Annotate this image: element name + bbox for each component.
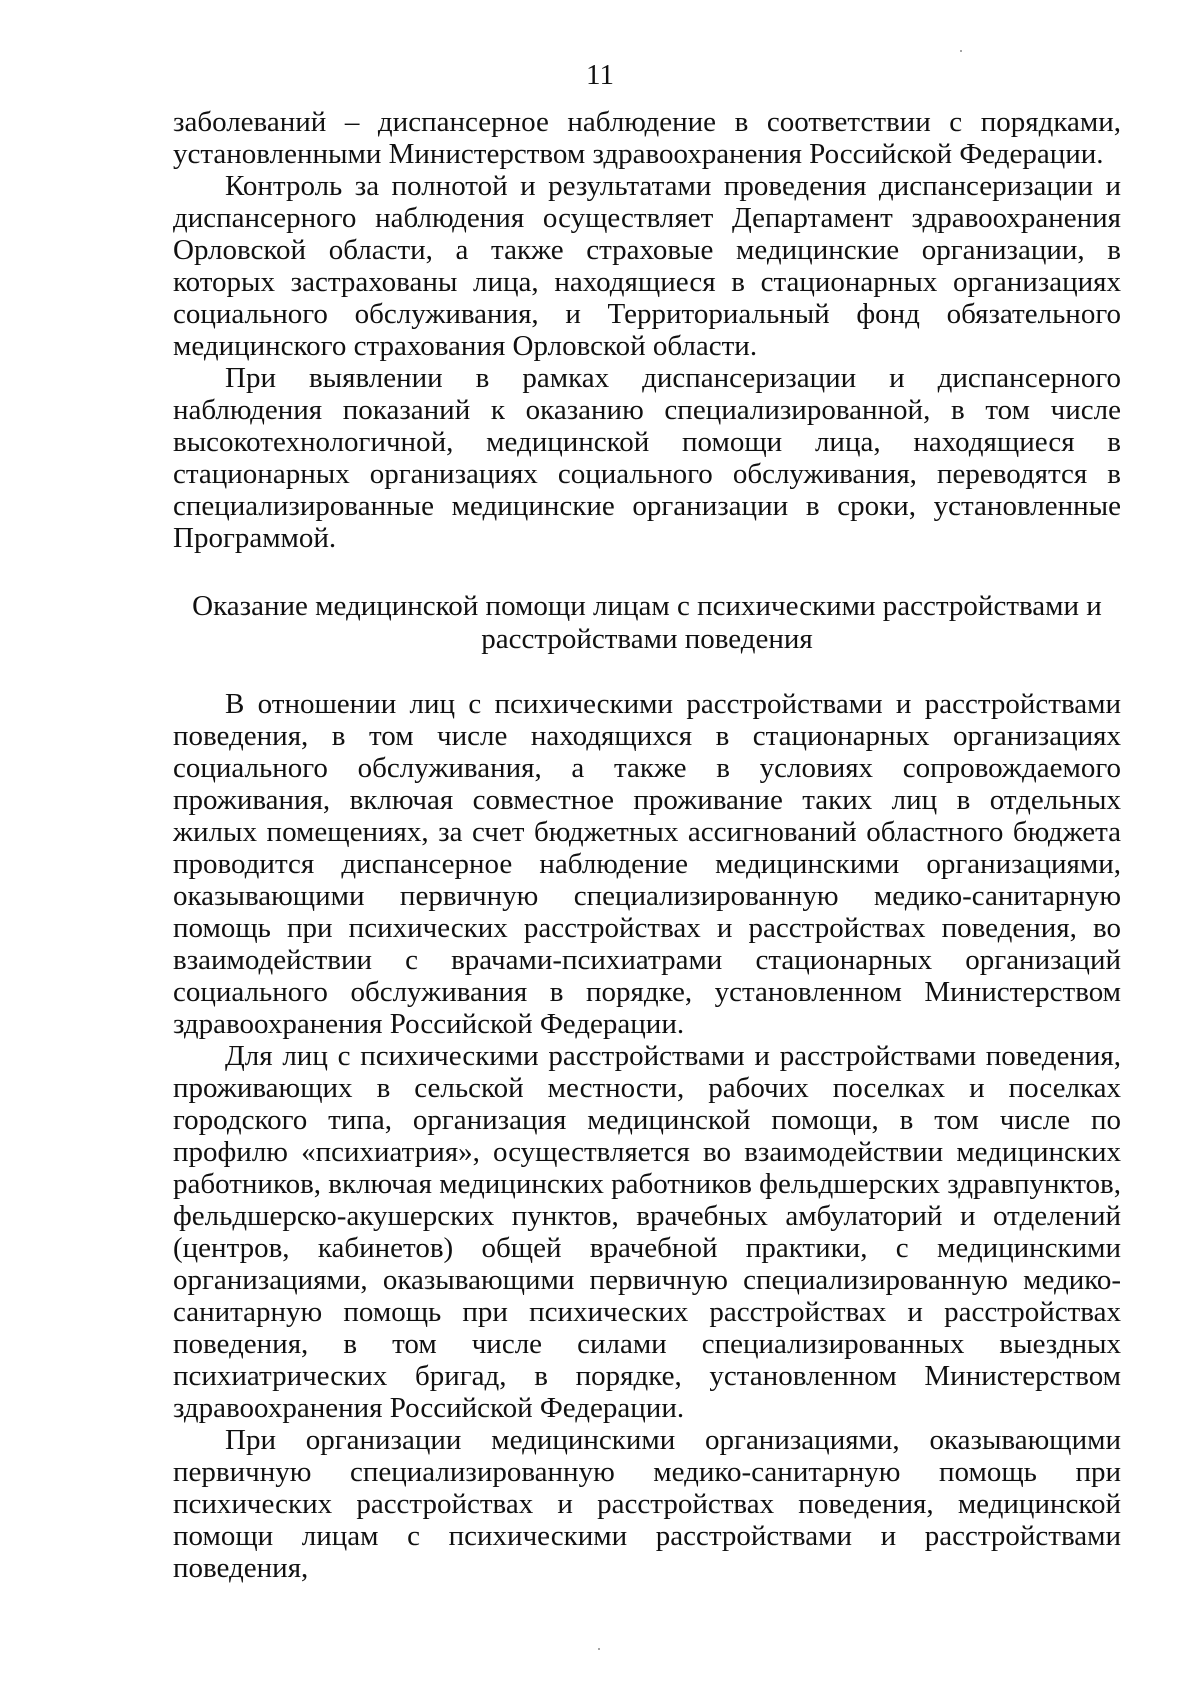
scan-speck [960, 50, 962, 52]
scan-speck [598, 1648, 600, 1650]
section-heading: Оказание медицинской помощи лицам с психическими расстройствами и расстройствами поведения [192, 590, 1102, 655]
paragraph: При выявлении в рамках диспансеризации и диспансерного наблюдения показаний к оказанию специализированной, в том числе высокотехнологичной, медицинской помощи лица, находящиеся в стационарных организациях социального обслуживания, переводятся в специализированные медицинские организации в сроки, установленные Программой. [173, 362, 1121, 554]
paragraph: При организации медицинскими организациями, оказывающими первичную специализированную медико-санитарную помощь при психических расстройствах и расстройствах поведения, медицинской помощи лицам с психическими расстройствами и расстройствами поведения, [173, 1424, 1121, 1584]
paragraph: заболеваний – диспансерное наблюдение в соответствии с порядками, установленными Министерством здравоохранения Российской Федерации. [173, 106, 1121, 170]
section-dispensary-control [173, 106, 1121, 554]
paragraph: В отношении лиц с психическими расстройствами и расстройствами поведения, в том числе находящихся в стационарных организациях социального обслуживания, а также в условиях сопровождаемого проживания, включая совместное проживание таких лиц в отдельных жилых помещениях, за счет бюджетных ассигнований областного бюджета проводится диспансерное наблюдение медицинскими организациями, оказывающими первичную специализированную медико-санитарную помощь при психических расстройствах и расстройствах поведения, во взаимодействии с врачами-психиатрами стационарных организаций социального обслуживания в порядке, установленном Министерством здравоохранения Российской Федерации. [173, 688, 1121, 1040]
page-number: 11 [586, 59, 614, 91]
paragraph: Для лиц с психическими расстройствами и расстройствами поведения, проживающих в сельской местности, рабочих поселках и поселках городского типа, организация медицинской помощи, в том числе по профилю «психиатрия», осуществляется во взаимодействии медицинских работников, включая медицинских работников фельдшерских здравпунктов, фельдшерско-акушерских пунктов, врачебных амбулаторий и отделений (центров, кабинетов) общей врачебной практики, с медицинскими организациями, оказывающими первичную специализированную медико-санитарную помощь при психических расстройствах и расстройствах поведения, в том числе силами специализированных выездных психиатрических бригад, в порядке, установленном Министерством здравоохранения Российской Федерации. [173, 1040, 1121, 1424]
paragraph: Контроль за полнотой и результатами проведения диспансеризации и диспансерного наблюдения осуществляет Департамент здравоохранения Орловской области, а также страховые медицинские организации, в которых застрахованы лица, находящиеся в стационарных организациях социального обслуживания, и Территориальный фонд обязательного медицинского страхования Орловской области. [173, 170, 1121, 362]
section-mental-health-care [173, 688, 1121, 1584]
